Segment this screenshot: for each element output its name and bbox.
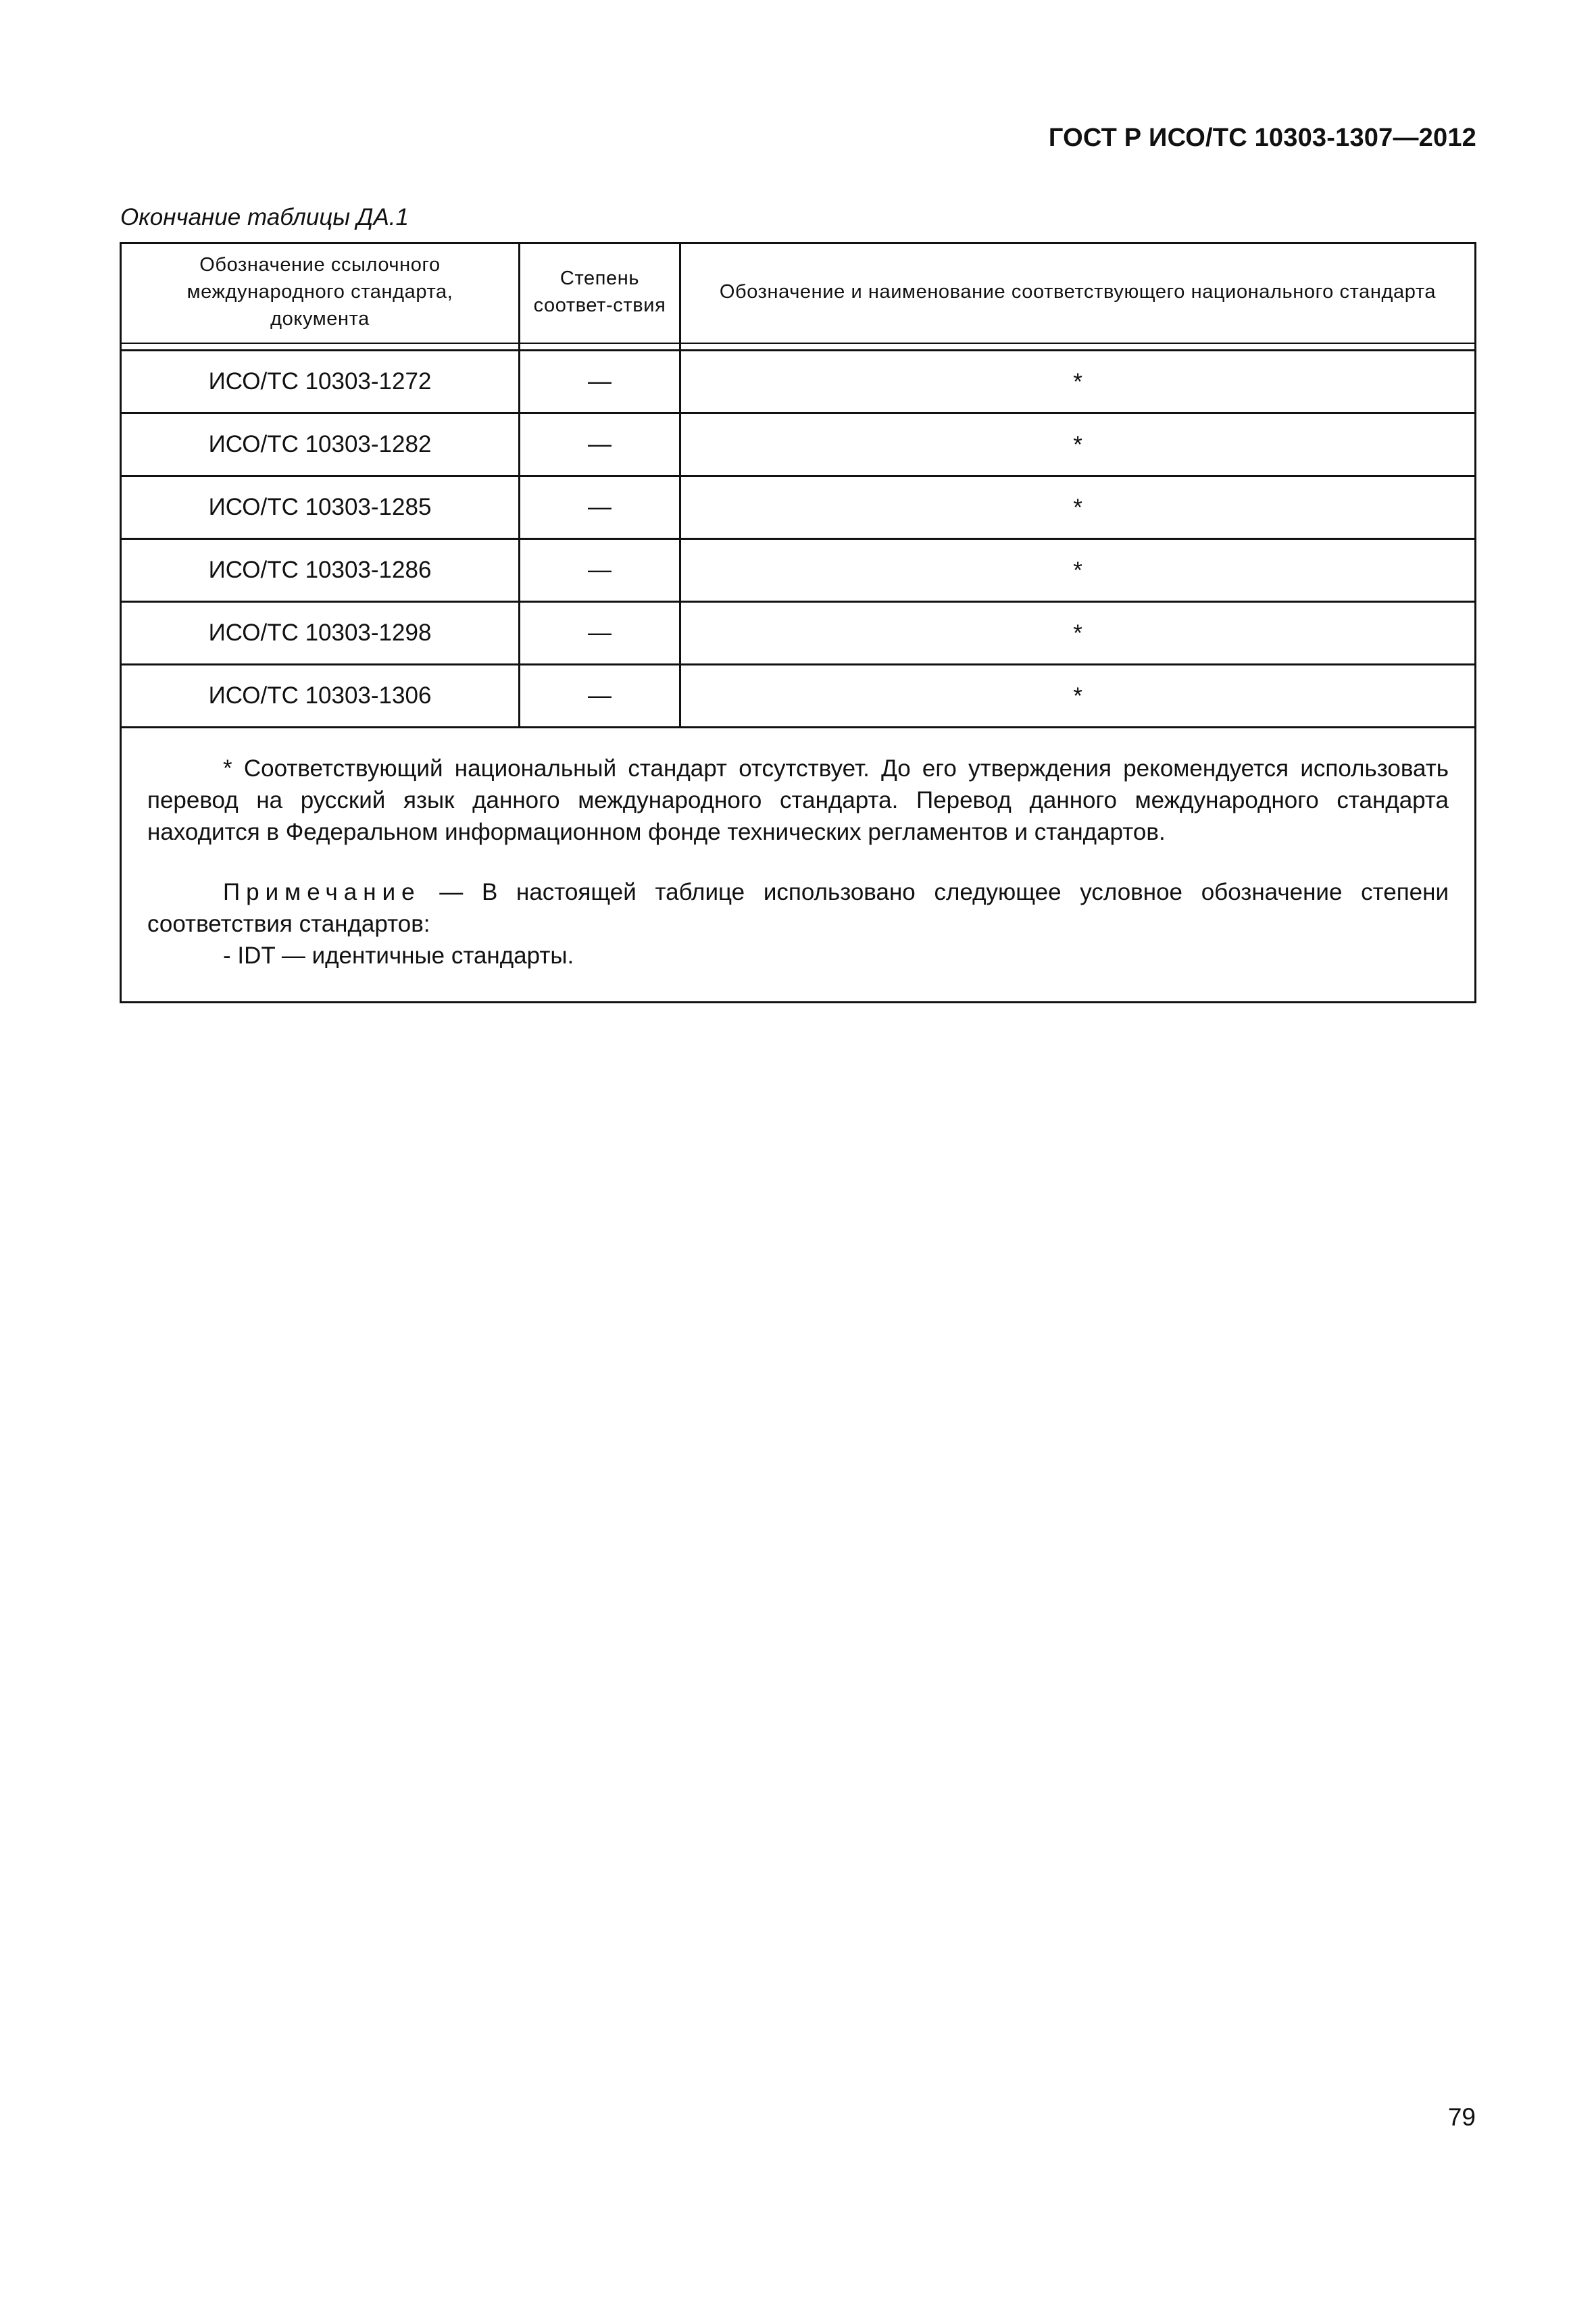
table-caption: Окончание таблицы ДА.1	[120, 204, 409, 230]
cell-reference: ИСО/ТС 10303-1286	[122, 540, 520, 601]
cell-degree: —	[520, 477, 681, 538]
table-row	[122, 603, 1474, 665]
cell-degree: —	[520, 351, 681, 412]
cell-degree: —	[520, 540, 681, 601]
table-row	[122, 351, 1474, 414]
cell-degree: —	[520, 665, 681, 726]
table-row	[122, 540, 1474, 603]
cell-national: *	[1073, 620, 1082, 647]
note-paragraph	[147, 876, 1449, 940]
note-label: Примечание	[223, 879, 421, 905]
table-row	[122, 414, 1474, 477]
cell-degree: —	[520, 414, 681, 475]
column-header-degree: Степень соответ-ствия	[520, 244, 681, 349]
table-row	[122, 477, 1474, 540]
cell-degree: —	[520, 603, 681, 663]
page-number: 79	[1447, 2103, 1476, 2131]
cell-national: *	[1073, 683, 1082, 709]
cell-reference: ИСО/ТС 10303-1272	[122, 351, 520, 412]
cell-national: *	[1073, 369, 1082, 395]
cell-reference: ИСО/ТС 10303-1285	[122, 477, 520, 538]
table-footnote-block	[122, 728, 1474, 1001]
footnote-text: * Соответствующий национальный стандарт отсутствует. До его утверждения рекомендуется использовать перевод на русский язык данного международного стандарта. Перевод данного международного стандарта находится в Федеральном информационном фонде технических регламентов и стандартов.	[147, 755, 1449, 845]
table-header	[122, 244, 1474, 351]
table-row	[122, 665, 1474, 728]
cell-reference: ИСО/ТС 10303-1298	[122, 603, 520, 663]
document-header: ГОСТ Р ИСО/ТС 10303-1307—2012	[1048, 124, 1476, 152]
column-header-national: Обозначение и наименование соответствующего национального стандарта	[719, 281, 1437, 303]
column-header-reference: Обозначение ссылочного международного стандарта, документа	[122, 244, 520, 349]
note-text: — В настоящей таблице использовано следующее условное обозначение степени соответствия стандартов:	[147, 879, 1449, 937]
cell-reference: ИСО/ТС 10303-1306	[122, 665, 520, 726]
cell-reference: ИСО/ТС 10303-1282	[122, 414, 520, 475]
standards-table	[120, 242, 1476, 1003]
cell-national: *	[1073, 495, 1082, 521]
cell-national: *	[1073, 557, 1082, 584]
cell-national: *	[1073, 432, 1082, 458]
note-list-item: - IDT — идентичные стандарты.	[223, 942, 574, 969]
